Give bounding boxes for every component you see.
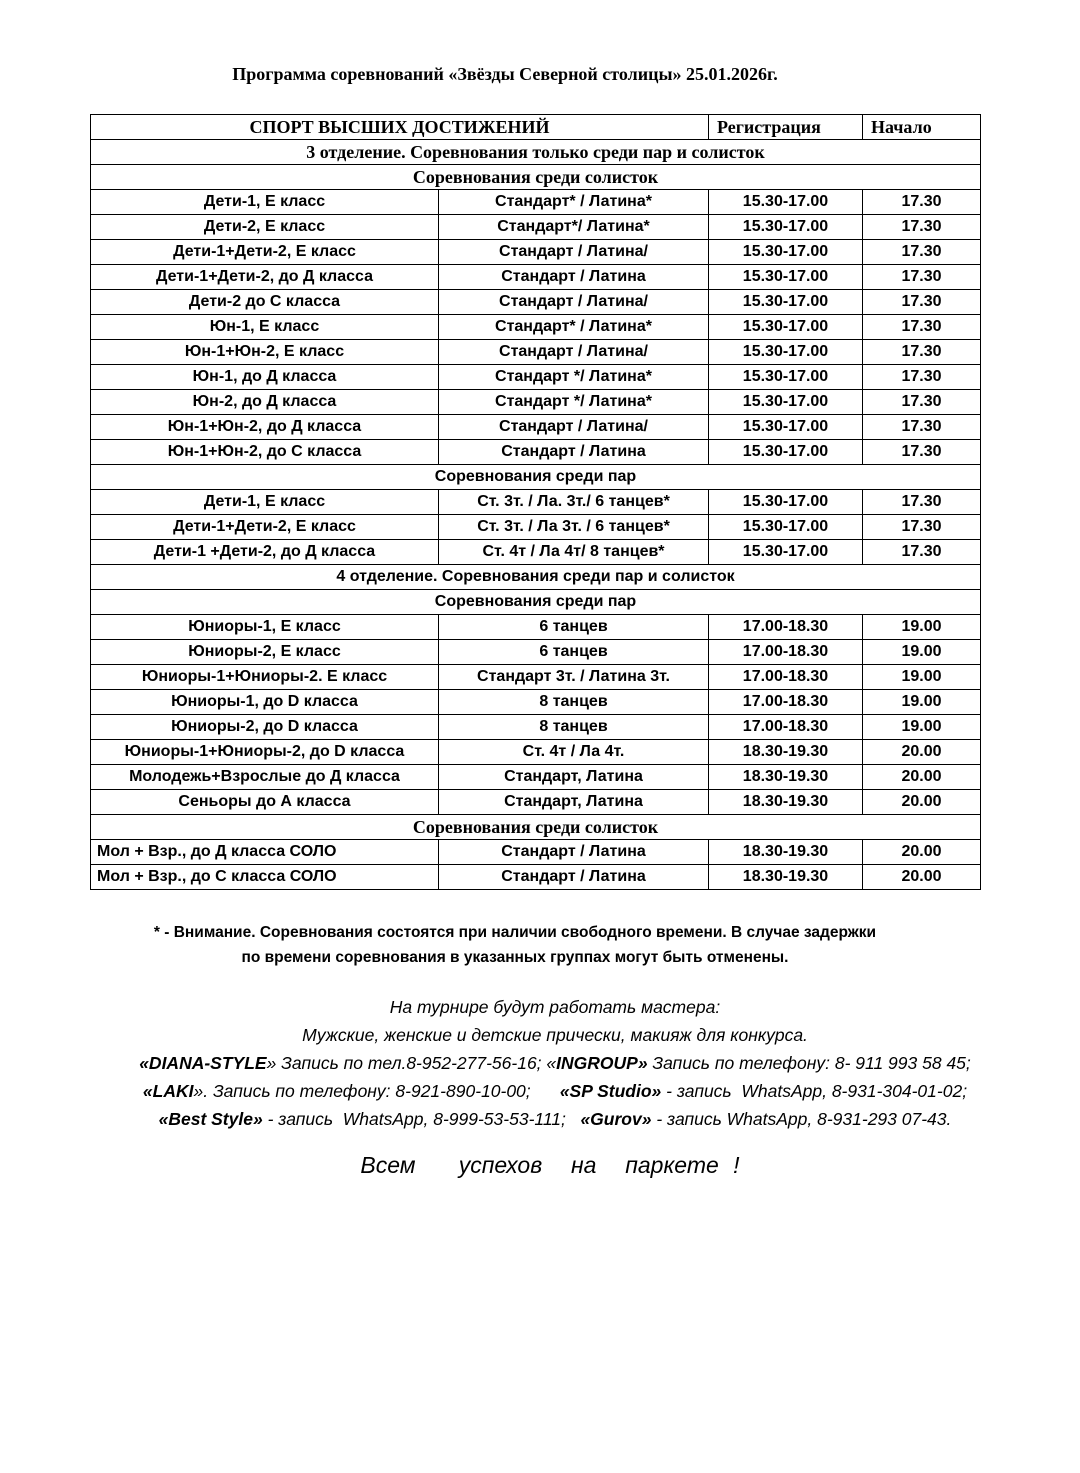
category-cell: Молодежь+Взрослые до Д класса (91, 765, 439, 790)
category-cell: Сеньоры до А класса (91, 790, 439, 815)
program-cell: Стандарт* / Латина* (439, 190, 709, 215)
category-cell: Юн-2, до Д класса (91, 390, 439, 415)
registration-cell: 15.30-17.00 (709, 390, 863, 415)
master-contact: - запись WhatsApp, 8-999-53-53-111; (262, 1109, 581, 1129)
header-registration: Регистрация (709, 115, 863, 140)
category-cell: Мол + Взр., до С класса СОЛО (91, 865, 439, 890)
registration-cell: 18.30-19.30 (709, 790, 863, 815)
section-title: Соревнования среди пар (91, 590, 981, 615)
masters-intro-1: На турнире будут работать мастера: (389, 997, 721, 1017)
category-cell: Дети-1, Е класс (91, 490, 439, 515)
section-row (91, 140, 981, 165)
master-name: «SP Studio» (559, 1081, 662, 1101)
section-title: 4 отделение. Соревнования среди пар и солисток (91, 565, 981, 590)
master-name: «Gurov» (580, 1109, 652, 1129)
category-cell: Дети-2, Е класс (91, 215, 439, 240)
table-row (91, 615, 981, 640)
category-cell: Дети-1+Дети-2, до Д класса (91, 265, 439, 290)
category-cell: Юн-1+Юн-2, Е класс (91, 340, 439, 365)
start-cell: 20.00 (863, 865, 981, 890)
registration-cell: 15.30-17.00 (709, 415, 863, 440)
table-row (91, 240, 981, 265)
master-contact: - запись WhatsApp, 8-931-304-01-02; (661, 1081, 968, 1101)
master-contact: ». Запись по телефону: 8-921-890-10-00; (193, 1081, 560, 1101)
note-line-1: * - Внимание. Соревнования состоятся при наличии свободного времени. В случае задержки (153, 924, 877, 941)
start-cell: 17.30 (863, 365, 981, 390)
table-row (91, 740, 981, 765)
start-cell: 19.00 (863, 615, 981, 640)
registration-cell: 17.00-18.30 (709, 615, 863, 640)
category-cell: Юниоры-2, Е класс (91, 640, 439, 665)
table-row (91, 515, 981, 540)
category-cell: Юниоры-1, до D класса (91, 690, 439, 715)
table-row (91, 315, 981, 340)
category-cell: Дети-1 +Дети-2, до Д класса (91, 540, 439, 565)
master-name: «Best Style» (158, 1109, 263, 1129)
start-cell: 19.00 (863, 640, 981, 665)
program-cell: Стандарт / Латина (439, 865, 709, 890)
registration-cell: 18.30-19.30 (709, 765, 863, 790)
program-cell: Стандарт / Латина (439, 440, 709, 465)
start-cell: 20.00 (863, 790, 981, 815)
registration-cell: 17.00-18.30 (709, 715, 863, 740)
registration-cell: 15.30-17.00 (709, 365, 863, 390)
category-cell: Юниоры-1, Е класс (91, 615, 439, 640)
start-cell: 19.00 (863, 690, 981, 715)
program-cell: Стандарт / Латина (439, 265, 709, 290)
program-cell: 6 танцев (439, 640, 709, 665)
category-cell: Дети-2 до С класса (91, 290, 439, 315)
table-row (91, 215, 981, 240)
table-row (91, 365, 981, 390)
registration-cell: 18.30-19.30 (709, 865, 863, 890)
table-row (91, 690, 981, 715)
start-cell: 17.30 (863, 290, 981, 315)
start-cell: 17.30 (863, 240, 981, 265)
category-cell: Юн-1+Юн-2, до Д класса (91, 415, 439, 440)
table-row (91, 265, 981, 290)
program-cell: Стандарт */ Латина* (439, 390, 709, 415)
masters-info (60, 993, 1050, 1133)
registration-cell: 17.00-18.30 (709, 640, 863, 665)
section-row (91, 465, 981, 490)
start-cell: 17.30 (863, 540, 981, 565)
start-cell: 17.30 (863, 440, 981, 465)
section-row (91, 815, 981, 840)
master-contact: » Запись по тел.8-952-277-56-16; « (266, 1053, 557, 1073)
header-category: СПОРТ ВЫСШИХ ДОСТИЖЕНИЙ (91, 115, 709, 140)
start-cell: 19.00 (863, 715, 981, 740)
start-cell: 17.30 (863, 190, 981, 215)
section-title: Соревнования среди солисток (91, 815, 981, 840)
table-row (91, 840, 981, 865)
masters-line (60, 1049, 1050, 1077)
section-row (91, 565, 981, 590)
program-cell: Стандарт, Латина (439, 765, 709, 790)
registration-cell: 18.30-19.30 (709, 840, 863, 865)
closing-wish: Всем успехов на паркете ! (360, 1152, 740, 1178)
program-cell: Стандарт / Латина (439, 840, 709, 865)
section-title: 3 отделение. Соревнования только среди пар и солисток (91, 140, 981, 165)
note-line-2: по времени соревнования в указанных группах могут быть отменены. (241, 949, 789, 966)
registration-cell: 17.00-18.30 (709, 665, 863, 690)
start-cell: 17.30 (863, 265, 981, 290)
registration-cell: 15.30-17.00 (709, 340, 863, 365)
table-row (91, 665, 981, 690)
schedule-table (90, 114, 981, 890)
registration-cell: 15.30-17.00 (709, 290, 863, 315)
table-row (91, 865, 981, 890)
start-cell: 17.30 (863, 215, 981, 240)
category-cell: Юниоры-1+Юниоры-2, до D класса (91, 740, 439, 765)
category-cell: Дети-1, Е класс (91, 190, 439, 215)
start-cell: 17.30 (863, 415, 981, 440)
program-cell: Стандарт / Латина/ (439, 340, 709, 365)
program-cell: 8 танцев (439, 690, 709, 715)
master-name: INGROUP» (556, 1053, 648, 1073)
registration-cell: 15.30-17.00 (709, 215, 863, 240)
table-row (91, 490, 981, 515)
program-cell: Ст. 4т / Ла 4т. (439, 740, 709, 765)
table-row (91, 290, 981, 315)
masters-line (60, 1105, 1050, 1133)
start-cell: 17.30 (863, 390, 981, 415)
table-row (91, 440, 981, 465)
program-cell: Стандарт*/ Латина* (439, 215, 709, 240)
master-name: «DIANA-STYLE (139, 1053, 267, 1073)
attention-note (0, 920, 1030, 970)
registration-cell: 15.30-17.00 (709, 440, 863, 465)
registration-cell: 15.30-17.00 (709, 515, 863, 540)
registration-cell: 15.30-17.00 (709, 490, 863, 515)
start-cell: 17.30 (863, 515, 981, 540)
header-start: Начало (863, 115, 981, 140)
registration-cell: 15.30-17.00 (709, 315, 863, 340)
section-row (91, 590, 981, 615)
category-cell: Юн-1+Юн-2, до С класса (91, 440, 439, 465)
masters-intro-2: Мужские, женские и детские прически, макияж для конкурса. (302, 1025, 808, 1045)
program-cell: Стандарт / Латина/ (439, 415, 709, 440)
table-row (91, 415, 981, 440)
start-cell: 17.30 (863, 490, 981, 515)
program-cell: 6 танцев (439, 615, 709, 640)
table-row (91, 640, 981, 665)
program-cell: Ст. 3т. / Ла. 3т./ 6 танцев* (439, 490, 709, 515)
registration-cell: 15.30-17.00 (709, 240, 863, 265)
category-cell: Юн-1, Е класс (91, 315, 439, 340)
section-title: Соревнования среди пар (91, 465, 981, 490)
section-row (91, 165, 981, 190)
category-cell: Дети-1+Дети-2, Е класс (91, 240, 439, 265)
start-cell: 20.00 (863, 840, 981, 865)
category-cell: Юниоры-2, до D класса (91, 715, 439, 740)
table-row (91, 540, 981, 565)
category-cell: Дети-1+Дети-2, Е класс (91, 515, 439, 540)
registration-cell: 15.30-17.00 (709, 540, 863, 565)
table-header-row (91, 115, 981, 140)
master-contact: Запись по телефону: 8- 911 993 58 45; (647, 1053, 971, 1073)
category-cell: Юниоры-1+Юниоры-2. Е класс (91, 665, 439, 690)
start-cell: 17.30 (863, 315, 981, 340)
program-cell: Ст. 4т / Ла 4т/ 8 танцев* (439, 540, 709, 565)
master-contact: - запись WhatsApp, 8-931-293 07-43. (651, 1109, 952, 1129)
registration-cell: 17.00-18.30 (709, 690, 863, 715)
start-cell: 17.30 (863, 340, 981, 365)
program-cell: Стандарт */ Латина* (439, 365, 709, 390)
program-cell: 8 танцев (439, 715, 709, 740)
registration-cell: 18.30-19.30 (709, 740, 863, 765)
masters-line (60, 1077, 1050, 1105)
program-cell: Стандарт / Латина/ (439, 240, 709, 265)
program-cell: Стандарт / Латина/ (439, 290, 709, 315)
table-row (91, 715, 981, 740)
registration-cell: 15.30-17.00 (709, 265, 863, 290)
table-row (91, 790, 981, 815)
table-row (91, 390, 981, 415)
page-title: Программа соревнований «Звёзды Северной столицы» 25.01.2026г. (232, 64, 778, 84)
start-cell: 19.00 (863, 665, 981, 690)
program-cell: Стандарт* / Латина* (439, 315, 709, 340)
program-cell: Стандарт 3т. / Латина 3т. (439, 665, 709, 690)
start-cell: 20.00 (863, 765, 981, 790)
program-cell: Ст. 3т. / Ла 3т. / 6 танцев* (439, 515, 709, 540)
registration-cell: 15.30-17.00 (709, 190, 863, 215)
category-cell: Юн-1, до Д класса (91, 365, 439, 390)
start-cell: 20.00 (863, 740, 981, 765)
table-row (91, 190, 981, 215)
category-cell: Мол + Взр., до Д класса СОЛО (91, 840, 439, 865)
table-row (91, 340, 981, 365)
master-name: «LAKI (142, 1081, 194, 1101)
table-row (91, 765, 981, 790)
program-cell: Стандарт, Латина (439, 790, 709, 815)
section-title: Соревнования среди солисток (91, 165, 981, 190)
